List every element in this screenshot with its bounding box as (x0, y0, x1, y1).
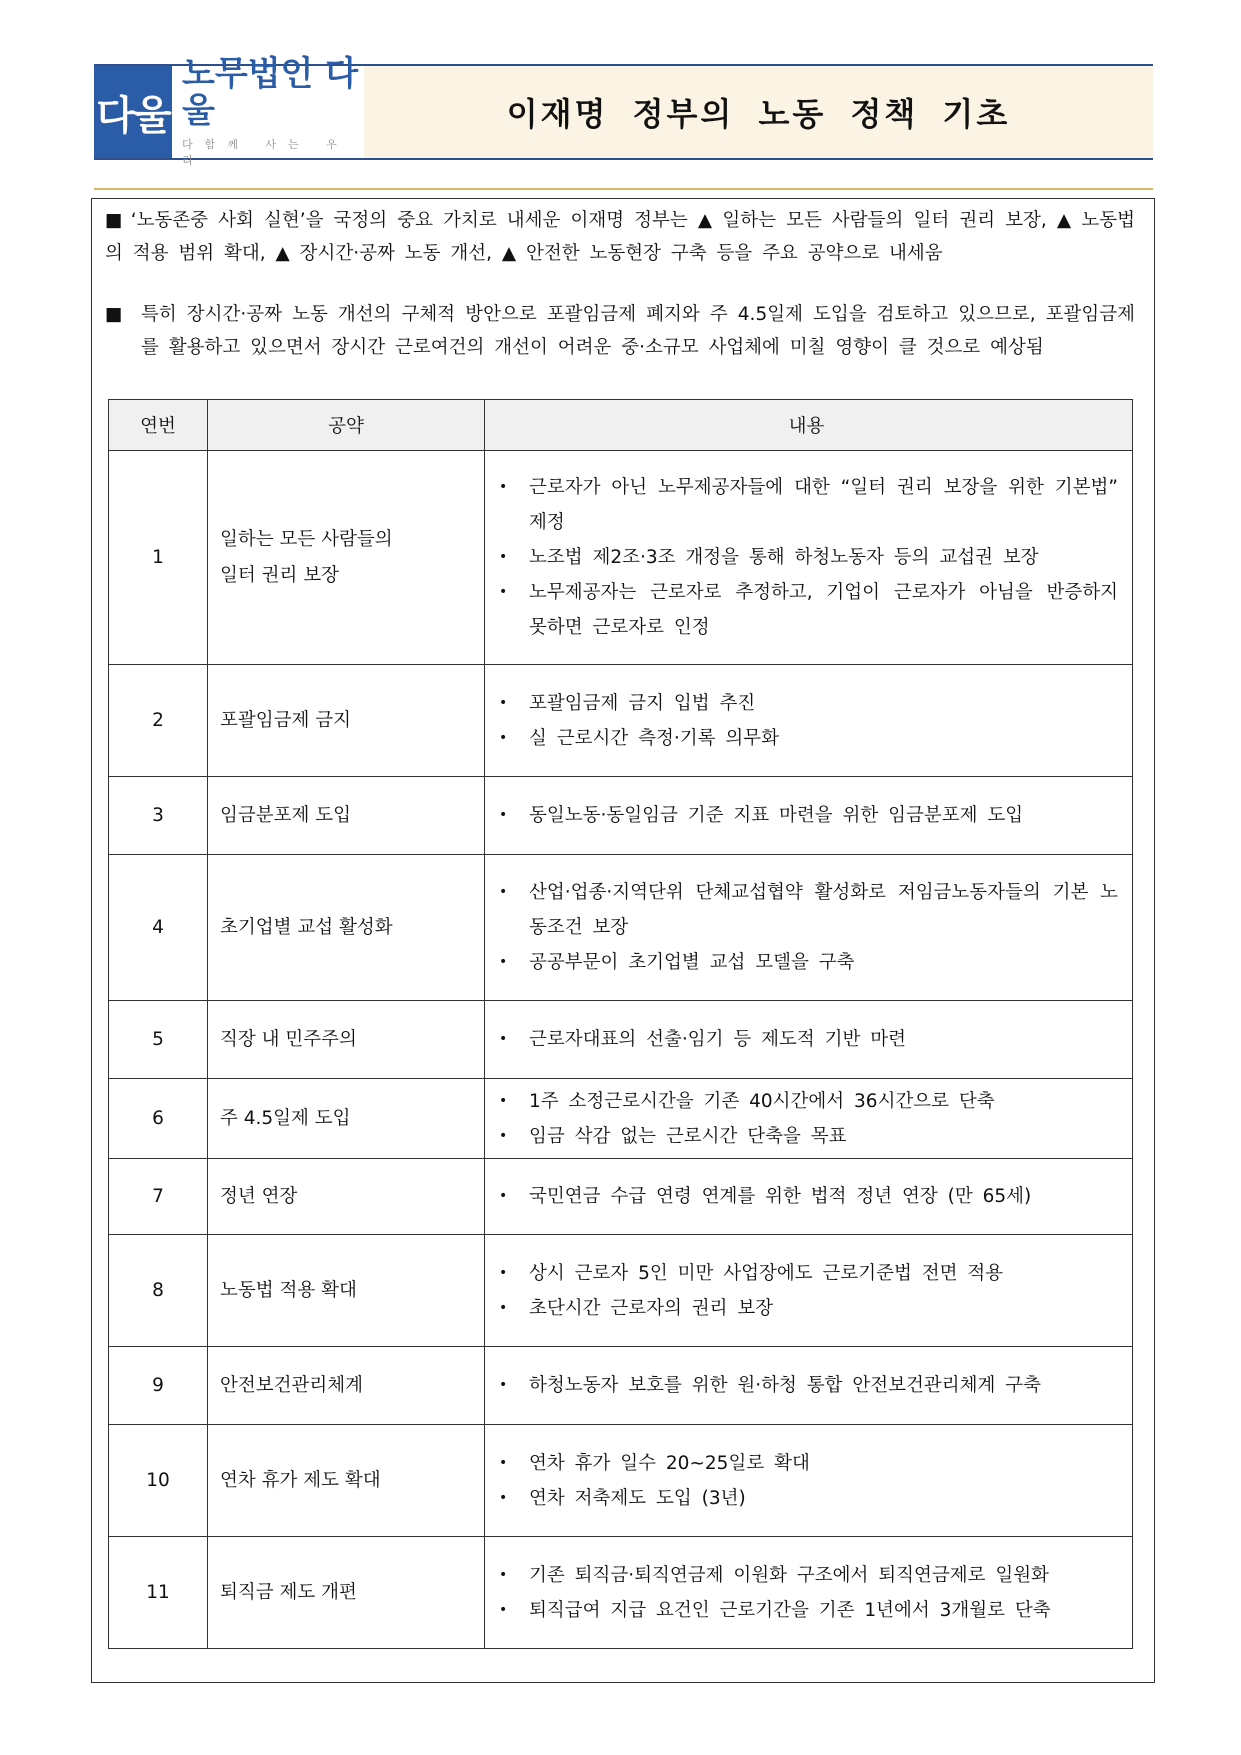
table-row (109, 451, 1133, 665)
bullet-dot-icon: • (499, 549, 508, 565)
row-content (485, 1235, 1133, 1347)
logo-name: 노무법인 다울 (182, 53, 359, 131)
page-title: 이재명 정부의 노동 정책 기초 (506, 95, 1011, 133)
logo-slogan: 다함께 사는 우리 (182, 138, 349, 168)
bullet-dot-icon: • (499, 479, 508, 495)
row-pledge (208, 1235, 485, 1347)
list-item (495, 540, 1118, 575)
list-item (495, 1593, 1118, 1628)
list-item (495, 1291, 1118, 1326)
list-item-text: 근로자가 아닌 노무제공자들에 대한 “일터 권리 보장을 위한 기본법” 제정 (529, 477, 1118, 533)
bullet-dot-icon: • (499, 1299, 508, 1316)
row-pledge (208, 1079, 485, 1159)
row-number: 5 (109, 1001, 208, 1079)
row-number: 8 (109, 1235, 208, 1347)
table-row (109, 1001, 1133, 1079)
row-pledge (208, 665, 485, 777)
content-list (495, 1558, 1118, 1628)
pledge-text: 임금분포제 도입 (220, 804, 351, 826)
row-pledge (208, 451, 485, 665)
bullet-dot-icon: • (499, 1031, 508, 1047)
paragraph-text: ‘노동존중 사회 실현’을 국정의 중요 가치로 내세운 이재명 정부는 ▲ 일하는 모든 사람들의 일터 권리 보장, ▲ 노동법의 적용 범위 확대, ▲ 장시간·공짜 노동 개선, ▲ 안전한 노동현장 구축 등을 주요 공약으로 내세움 (105, 210, 1135, 264)
list-item (495, 1558, 1118, 1593)
row-number: 4 (109, 855, 208, 1001)
list-item-text: 연차 저축제도 도입 (3년) (529, 1487, 746, 1509)
bullet-dot-icon: • (499, 1601, 508, 1618)
table-row (109, 1537, 1133, 1649)
list-item (495, 1481, 1118, 1516)
logo-mark: 다울 (94, 66, 172, 158)
list-item-text: 공공부문이 초기업별 교섭 모델을 구축 (529, 952, 855, 973)
row-pledge (208, 1347, 485, 1425)
list-item (495, 1119, 1118, 1154)
row-pledge (208, 1159, 485, 1235)
table-header-row (109, 400, 1133, 451)
bullet-dot-icon: • (499, 584, 508, 600)
row-content (485, 1537, 1133, 1649)
list-item-text: 산업·업종·지역단위 단체교섭협약 활성화로 저임금노동자들의 기본 노동조건 보장 (529, 882, 1118, 938)
row-number: 1 (109, 451, 208, 665)
list-item-text: 실 근로시간 측정·기록 의무화 (529, 727, 779, 749)
row-pledge (208, 1425, 485, 1537)
header-content: 내용 (485, 400, 1133, 451)
list-item-text: 초단시간 근로자의 권리 보장 (529, 1297, 774, 1319)
table-row (109, 1425, 1133, 1537)
pledge-text: 직장 내 민주주의 (220, 1028, 357, 1050)
table-row (109, 1159, 1133, 1235)
content-list (495, 1179, 1118, 1214)
row-number: 6 (109, 1079, 208, 1159)
list-item (495, 470, 1118, 540)
table-row (109, 1347, 1133, 1425)
pledge-text: 포괄임금제 금지 (220, 709, 351, 731)
bullet-dot-icon: • (499, 807, 508, 823)
header-divider (94, 188, 1153, 190)
row-pledge (208, 1001, 485, 1079)
list-item-text: 연차 휴가 일수 20~25일로 확대 (529, 1452, 810, 1474)
company-logo (94, 53, 364, 168)
bullet-dot-icon: • (499, 1566, 508, 1583)
content-list (495, 1368, 1118, 1403)
list-item-text: 하청노동자 보호를 위한 원·하청 통합 안전보건관리체계 구축 (529, 1375, 1041, 1396)
bullet-dot-icon: • (499, 694, 508, 711)
list-item-text: 상시 근로자 5인 미만 사업장에도 근로기준법 전면 적용 (529, 1262, 1004, 1284)
bullet-dot-icon: • (499, 1377, 508, 1393)
list-item (495, 1368, 1118, 1403)
pledge-text: 일하는 모든 사람들의 일터 권리 보장 (220, 528, 393, 586)
square-bullet-icon: ■ (105, 304, 123, 325)
header-pledge: 공약 (208, 400, 485, 451)
row-number: 11 (109, 1537, 208, 1649)
list-item-text: 1주 소정근로시간을 기존 40시간에서 36시간으로 단축 (529, 1090, 995, 1112)
content-list (495, 1022, 1118, 1057)
row-number: 3 (109, 777, 208, 855)
bullet-dot-icon: • (499, 1454, 508, 1471)
list-item (495, 798, 1118, 833)
row-content (485, 777, 1133, 855)
table-body (109, 451, 1133, 1649)
pledge-text: 정년 연장 (220, 1185, 298, 1207)
list-item (495, 721, 1118, 756)
table-row (109, 1079, 1133, 1159)
list-item (495, 1084, 1118, 1119)
list-item-text: 노무제공자는 근로자로 추정하고, 기업이 근로자가 아님을 반증하지 못하면 근로자로 인정 (529, 582, 1118, 638)
list-item (495, 686, 1118, 721)
content-list (495, 470, 1118, 645)
row-content (485, 1425, 1133, 1537)
row-pledge (208, 855, 485, 1001)
intro-paragraph-1 (105, 204, 1135, 270)
list-item (495, 1446, 1118, 1481)
row-content (485, 855, 1133, 1001)
content-list (495, 1446, 1118, 1516)
bullet-dot-icon: • (499, 729, 508, 746)
row-content (485, 1001, 1133, 1079)
pledge-text: 초기업별 교섭 활성화 (220, 916, 393, 938)
list-item-text: 퇴직급여 지급 요건인 근로기간을 기존 1년에서 3개월로 단축 (529, 1599, 1051, 1621)
list-item-text: 임금 삭감 없는 근로시간 단축을 목표 (529, 1125, 847, 1147)
table-row (109, 665, 1133, 777)
bullet-dot-icon: • (499, 954, 508, 970)
document-header (94, 53, 1153, 168)
content-list (495, 798, 1118, 833)
list-item-text: 기존 퇴직금·퇴직연금제 이원화 구조에서 퇴직연금제로 일원화 (529, 1564, 1049, 1586)
content-list (495, 875, 1118, 980)
list-item (495, 875, 1118, 945)
content-list (495, 686, 1118, 756)
row-number: 10 (109, 1425, 208, 1537)
row-content (485, 1347, 1133, 1425)
row-content (485, 665, 1133, 777)
list-item-text: 노조법 제2조·3조 개정을 통해 하청노동자 등의 교섭권 보장 (529, 547, 1039, 568)
list-item (495, 1022, 1118, 1057)
list-item-text: 근로자대표의 선출·임기 등 제도적 기반 마련 (529, 1029, 906, 1050)
list-item-text: 국민연금 수급 연령 연계를 위한 법적 정년 연장 (만 65세) (529, 1186, 1032, 1207)
row-content (485, 451, 1133, 665)
bullet-dot-icon: • (499, 1092, 508, 1109)
content-list (495, 1084, 1118, 1154)
bullet-dot-icon: • (499, 1489, 508, 1506)
list-item-text: 동일노동·동일임금 기준 지표 마련을 위한 임금분포제 도입 (529, 805, 1024, 826)
row-number: 9 (109, 1347, 208, 1425)
row-content (485, 1079, 1133, 1159)
bullet-dot-icon: • (499, 1127, 508, 1144)
pledge-text: 안전보건관리체계 (220, 1374, 363, 1396)
row-number: 7 (109, 1159, 208, 1235)
intro-paragraph-2 (105, 298, 1135, 364)
bullet-dot-icon: • (499, 1264, 508, 1281)
row-content (485, 1159, 1133, 1235)
pledge-text: 주 4.5일제 도입 (220, 1107, 351, 1129)
logo-text (172, 53, 364, 168)
list-item (495, 945, 1118, 980)
bullet-dot-icon: • (499, 884, 508, 900)
paragraph-text: 특히 장시간·공짜 노동 개선의 구체적 방안으로 포괄임금제 폐지와 주 4.5일제 도입을 검토하고 있으므로, 포괄임금제를 활용하고 있으면서 장시간 근로여건의 개선이 어려운 중·소규모 사업체에 미칠 영향이 클 것으로 예상됨 (141, 304, 1135, 358)
list-item-text: 포괄임금제 금지 입법 추진 (529, 692, 756, 714)
list-item (495, 1256, 1118, 1291)
pledge-text: 노동법 적용 확대 (220, 1279, 357, 1301)
row-number: 2 (109, 665, 208, 777)
table-row (109, 777, 1133, 855)
table-row (109, 855, 1133, 1001)
content-list (495, 1256, 1118, 1326)
list-item (495, 1179, 1118, 1214)
header-no: 연번 (109, 400, 208, 451)
title-box (364, 66, 1153, 158)
square-bullet-icon: ■ (105, 210, 123, 231)
policy-table (108, 399, 1133, 1649)
row-pledge (208, 1537, 485, 1649)
pledge-text: 퇴직금 제도 개편 (220, 1581, 357, 1603)
list-item (495, 575, 1118, 645)
table-row (109, 1235, 1133, 1347)
bullet-dot-icon: • (499, 1188, 508, 1204)
pledge-text: 연차 휴가 제도 확대 (220, 1469, 381, 1491)
row-pledge (208, 777, 485, 855)
